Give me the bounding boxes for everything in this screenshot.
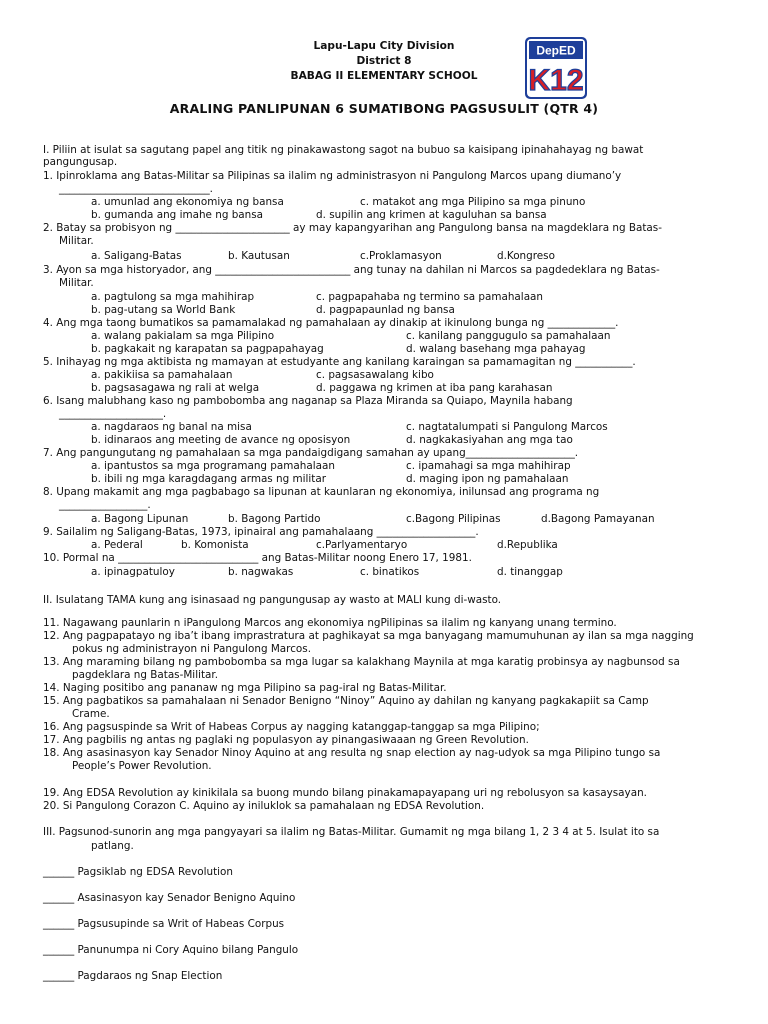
logo-bottom-text: K12 [528, 64, 584, 97]
question-10: 10. Pormal na ___________________________ ang Batas-Militar noong Enero 17, 1981. [43, 552, 472, 564]
statement-18: 18. Ang asasinasyon kay Senador Ninoy Aquino at ang resulta ng snap election ay nag-udyok sa mga Pilipino tungo sa [43, 747, 661, 759]
q3-choice-c: c. pagpapahaba ng termino sa pamahalaan [316, 291, 544, 303]
question-9: 9. Sailalim ng Saligang-Batas, 1973, ipinairal ang pamahalaang ___________________. [43, 526, 479, 538]
question-8: 8. Upang makamit ang mga pagbabago sa lipunan at kaunlaran ng ekonomiya, inilunsad ang programa ng [43, 486, 600, 498]
q10-choice-c: c. binatikos [360, 566, 420, 578]
q4-choice-b: b. pagkakait ng karapatan sa pagpapahayag [91, 343, 324, 355]
sequence-item: ______ Pagsusupinde sa Writ of Habeas Corpus [43, 918, 285, 930]
deped-k12-logo [524, 36, 588, 100]
question-1-blank: _____________________________. [59, 183, 213, 195]
sequence-item: ______ Pagsiklab ng EDSA Revolution [43, 866, 233, 878]
q8-choice-b: b. Bagong Partido [228, 513, 321, 525]
statement-13: 13. Ang maraming bilang ng pambobomba sa mga lugar sa kalakhang Maynila at mga karatig probinsya ay nagbunsod sa [43, 656, 680, 668]
part1-instruction-cont: pangungusap. [43, 156, 118, 168]
statement-14: 14. Naging positibo ang pananaw ng mga Pilipino sa pag-iral ng Batas-Militar. [43, 682, 447, 694]
q9-choice-b: b. Komonista [181, 539, 249, 551]
statement-15: 15. Ang pagbatikos sa pamahalaan ni Senador Benigno “Ninoy” Aquino ay dahilan ng kanyang pagkakapiit sa Camp [43, 695, 649, 707]
q9-choice-a: a. Pederal [91, 539, 143, 551]
q5-choice-c: c. pagsasawalang kibo [316, 369, 434, 381]
q3-choice-d: d. pagpapaunlad ng bansa [316, 304, 455, 316]
question-4: 4. Ang mga taong bumatikos sa pamamalakad ng pamahalaan ay dinakip at ikinulong bunga ng _____________. [43, 317, 619, 329]
q4-choice-c: c. kanilang panggugulo sa pamahalaan [406, 330, 611, 342]
q5-choice-b: b. pagsasagawa ng rali at welga [91, 382, 260, 394]
statement-15-cont: Crame. [72, 708, 110, 720]
q8-choice-d: d.Bagong Pamayanan [541, 513, 655, 525]
q3-choice-b: b. pag-utang sa World Bank [91, 304, 236, 316]
question-3: 3. Ayon sa mga historyador, ang __________________________ ang tunay na dahilan ni Marcos sa pagdedeklara ng Batas- [43, 264, 660, 276]
statement-19: 19. Ang EDSA Revolution ay kinikilala sa buong mundo bilang pinakamapayapang uri ng rebolusyon sa kasaysayan. [43, 787, 647, 799]
q10-choice-b: b. nagwakas [228, 566, 294, 578]
q5-choice-d: d. paggawa ng krimen at iba pang karahasan [316, 382, 553, 394]
question-5: 5. Inihayag ng mga aktibista ng mamayan at estudyante ang kanilang karaingan sa pamamagitan ng ___________. [43, 356, 636, 368]
q7-choice-a: a. ipantustos sa mga programang pamahalaan [91, 460, 335, 472]
q10-choice-a: a. ipinagpatuloy [91, 566, 175, 578]
q1-choice-b: b. gumanda ang imahe ng bansa [91, 209, 264, 221]
q2-choice-d: d.Kongreso [497, 250, 555, 262]
school-name: BABAG II ELEMENTARY SCHOOL [290, 70, 478, 82]
q2-choice-a: a. Saligang-Batas [91, 250, 182, 262]
question-8-blank: _________________. [59, 499, 151, 511]
district-name: District 8 [356, 55, 412, 67]
statement-18-cont: People’s Power Revolution. [72, 760, 212, 772]
q7-choice-c: c. ipamahagi sa mga mahihirap [406, 460, 571, 472]
q9-choice-d: d.Republika [497, 539, 558, 551]
sequence-item: ______ Panunumpa ni Cory Aquino bilang Pangulo [43, 944, 299, 956]
q3-choice-a: a. pagtulong sa mga mahihirap [91, 291, 255, 303]
division-name: Lapu-Lapu City Division [313, 40, 455, 52]
q7-choice-d: d. maging ipon ng pamahalaan [406, 473, 569, 485]
q2-choice-b: b. Kautusan [228, 250, 290, 262]
q5-choice-a: a. pakikiisa sa pamahalaan [91, 369, 233, 381]
statement-12: 12. Ang pagpapatayo ng iba’t ibang imprastratura at paghikayat sa mga banyagang mamumuhunan ay ilan sa mga nagging [43, 630, 694, 642]
q4-choice-a: a. walang pakialam sa mga Pilipino [91, 330, 275, 342]
q1-choice-a: a. umunlad ang ekonomiya ng bansa [91, 196, 284, 208]
part3-instruction-cont: patlang. [91, 840, 134, 852]
exam-title: ARALING PANLIPUNAN 6 SUMATIBONG PAGSUSULIT (QTR 4) [169, 101, 599, 116]
part1-instruction: I. Piliin at isulat sa sagutang papel ang titik ng pinakawastong sagot na bubuo sa kaisipang ipinahahayag ng bawat [43, 144, 644, 156]
statement-17: 17. Ang pagbilis ng antas ng paglaki ng populasyon ay pinangasiwaaan ng Green Revolution. [43, 734, 529, 746]
q10-choice-d: d. tinanggap [497, 566, 563, 578]
question-6-blank: ____________________. [59, 408, 167, 420]
q7-choice-b: b. ibili ng mga karagdagang armas ng militar [91, 473, 327, 485]
statement-16: 16. Ang pagsuspinde sa Writ of Habeas Corpus ay nagging katanggap-tanggap sa mga Pilipino; [43, 721, 540, 733]
logo-top-text: DepED [536, 43, 576, 58]
question-1: 1. Ipinroklama ang Batas-Militar sa Pilipinas sa ilalim ng administrasyon ni Pangulong Marcos upang diumano’y [43, 170, 622, 182]
statement-12-cont: pokus ng administrayon ni Pangulong Marcos. [72, 643, 311, 655]
q1-choice-c: c. matakot ang mga Pilipino sa mga pinuno [360, 196, 586, 208]
question-7: 7. Ang pangungutang ng pamahalaan sa mga pandaigdigang samahan ay upang_____________________. [43, 447, 579, 459]
q8-choice-c: c.Bagong Pilipinas [406, 513, 501, 525]
question-2-cont: Militar. [59, 235, 94, 247]
statement-11: 11. Nagawang paunlarin n iPangulong Marcos ang ekonomiya ngPilipinas sa ilalim ng kanyang unang termino. [43, 617, 617, 629]
q6-choice-c: c. nagtatalumpati si Pangulong Marcos [406, 421, 608, 433]
q1-choice-d: d. supilin ang krimen at kaguluhan sa bansa [316, 209, 547, 221]
part3-instruction: III. Pagsunod-sunorin ang mga pangyayari sa ilalim ng Batas-Militar. Gumamit ng mga bilang 1, 2 3 4 at 5. Isulat ito sa [43, 826, 660, 838]
q4-choice-d: d. walang basehang mga pahayag [406, 343, 586, 355]
q2-choice-c: c.Proklamasyon [360, 250, 442, 262]
question-3-cont: Militar. [59, 277, 94, 289]
statement-13-cont: pagdeklara ng Batas-Militar. [72, 669, 219, 681]
question-2: 2. Batay sa probisyon ng ______________________ ay may kapangyarihan ang Pangulong bansa na magdeklara ng Batas- [43, 222, 662, 234]
q6-choice-a: a. nagdaraos ng banal na misa [91, 421, 252, 433]
q9-choice-c: c.Parlyamentaryo [316, 539, 408, 551]
sequence-item: ______ Asasinasyon kay Senador Benigno Aquino [43, 892, 296, 904]
question-6: 6. Isang malubhang kaso ng pambobomba ang naganap sa Plaza Miranda sa Quiapo, Maynila habang [43, 395, 573, 407]
statement-20: 20. Si Pangulong Corazon C. Aquino ay iniluklok sa pamahalaan ng EDSA Revolution. [43, 800, 485, 812]
q8-choice-a: a. Bagong Lipunan [91, 513, 189, 525]
part2-instruction: II. Isulatang TAMA kung ang isinasaad ng pangungusap ay wasto at MALI kung di-wasto. [43, 594, 502, 606]
sequence-item: ______ Pagdaraos ng Snap Election [43, 970, 223, 982]
q6-choice-d: d. nagkakasiyahan ang mga tao [406, 434, 573, 446]
q6-choice-b: b. idinaraos ang meeting de avance ng oposisyon [91, 434, 351, 446]
